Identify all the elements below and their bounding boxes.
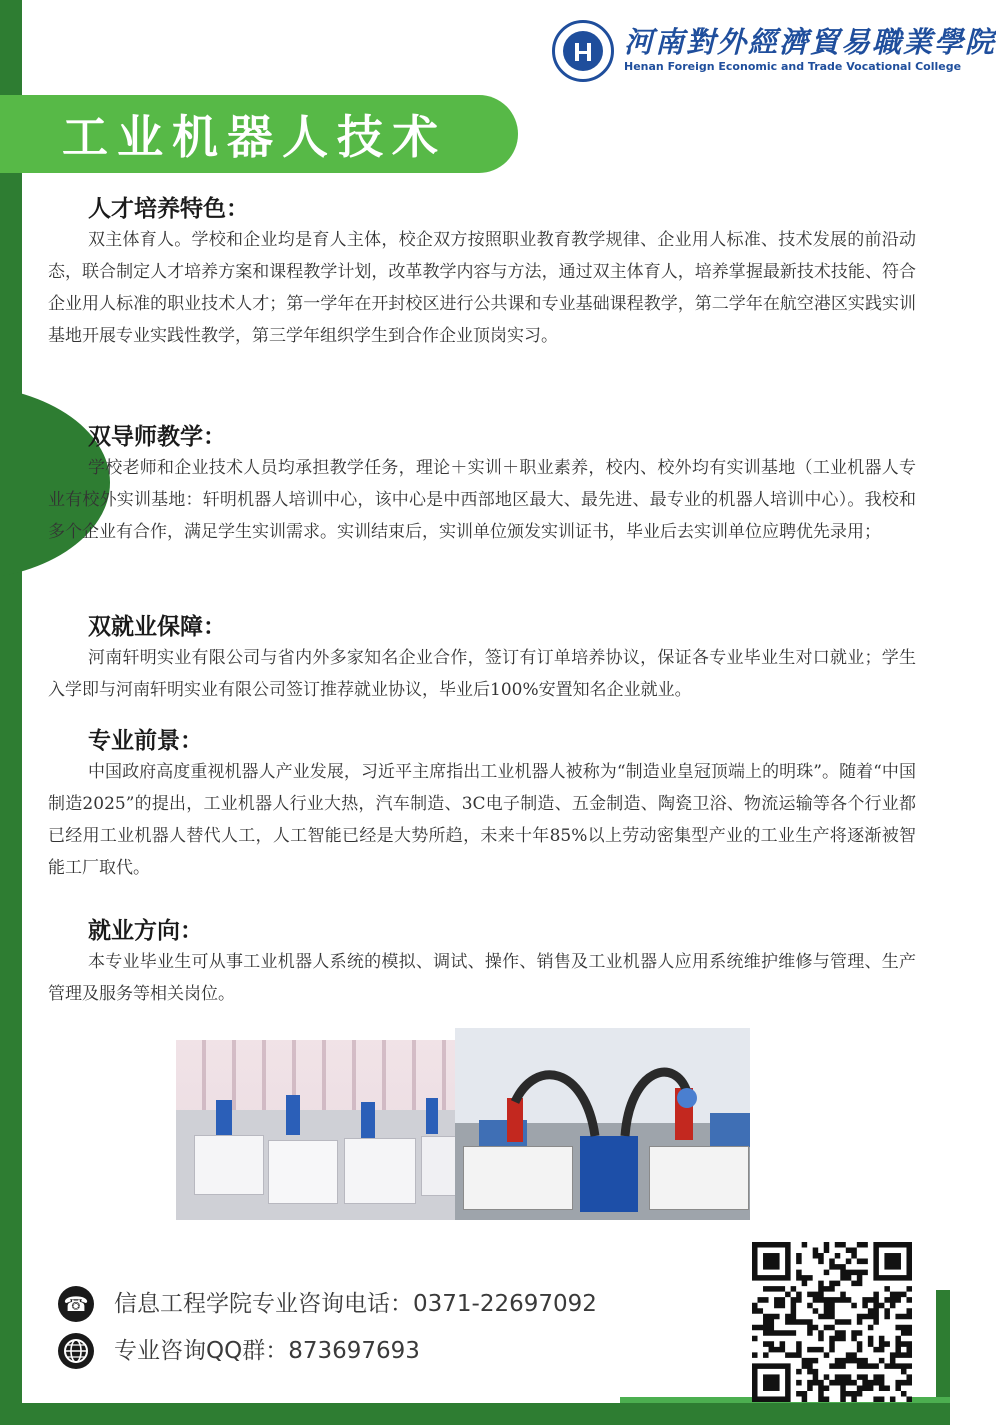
phone-icon: ☎: [58, 1286, 94, 1322]
globe-icon: [58, 1333, 94, 1369]
college-logo: [550, 18, 996, 88]
college-seal-icon: [552, 20, 614, 82]
training-room-photo: [176, 1040, 471, 1220]
contact-qq-text: 专业咨询QQ群：873697693: [114, 1338, 420, 1364]
section-employment-guarantee: [48, 612, 916, 706]
left-green-strip: [0, 0, 22, 1425]
section-body: 学校老师和企业技术人员均承担教学任务，理论＋实训＋职业素养，校内、校外均有实训基地（工业机器人专业有校外实训基地：轩明机器人培训中心，该中心是中西部地区最大、最先进、最专业的机器人培训中心）。我校和多个企业有合作，满足学生实训需求。实训结束后，实训单位颁发实训证书，毕业后去实训单位应聘优先录用；: [48, 458, 916, 542]
contact-phone-text: 信息工程学院专业咨询电话：0371-22697092: [114, 1291, 597, 1317]
section-body: 双主体育人。学校和企业均是育人主体，校企双方按照职业教育教学规律、企业用人标准、技术发展的前沿动态，联合制定人才培养方案和课程教学计划，改革教学内容与方法，通过双主体育人，培养掌握最新技术技能、符合企业用人标准的职业技术人才；第一学年在开封校区进行公共课和专业基础课程教学，第二学年在航空港区实践实训基地开展专业实践性教学，第三学年组织学生到合作企业顶岗实习。: [48, 230, 916, 346]
section-heading: 专业前景：: [88, 728, 203, 754]
section-heading: 双就业保障：: [88, 614, 226, 640]
section-body: 中国政府高度重视机器人产业发展，习近平主席指出工业机器人被称为“制造业皇冠顶端上的明珠”。随着“中国制造2025”的提出，工业机器人行业大热，汽车制造、3C电子制造、五金制造、陶瓷卫浴、物流运输等各个行业都已经用工业机器人替代人工，人工智能已经是大势所趋，未来十年85%以上劳动密集型产业的工业生产将逐渐被智能工厂取代。: [48, 762, 916, 878]
section-body: 河南轩明实业有限公司与省内外多家知名企业合作，签订有订单培养协议，保证各专业毕业生对口就业；学生入学即与河南轩明实业有限公司签订推荐就业协议，毕业后100%安置知名企业就业。: [48, 648, 916, 700]
workshop-photo: [455, 1028, 750, 1220]
section-heading: 就业方向：: [88, 918, 203, 944]
college-name-cn: 河南對外經濟貿易職業學院: [624, 25, 996, 59]
college-name-en: Henan Foreign Economic and Trade Vocational College: [624, 60, 962, 73]
bottom-green-bar: [0, 1403, 950, 1425]
section-career-direction: [48, 916, 916, 1010]
section-heading: 人才培养特色：: [88, 196, 249, 222]
page-title: 工业机器人技术: [62, 110, 447, 164]
qr-code[interactable]: [752, 1242, 912, 1402]
section-body: 本专业毕业生可从事工业机器人系统的模拟、调试、操作、销售及工业机器人应用系统维护维修与管理、生产管理及服务等相关岗位。: [48, 952, 916, 1004]
section-dual-mentor: [48, 422, 916, 548]
section-prospects: [48, 726, 916, 884]
section-talent-cultivation: [48, 194, 916, 352]
section-heading: 双导师教学：: [88, 424, 226, 450]
